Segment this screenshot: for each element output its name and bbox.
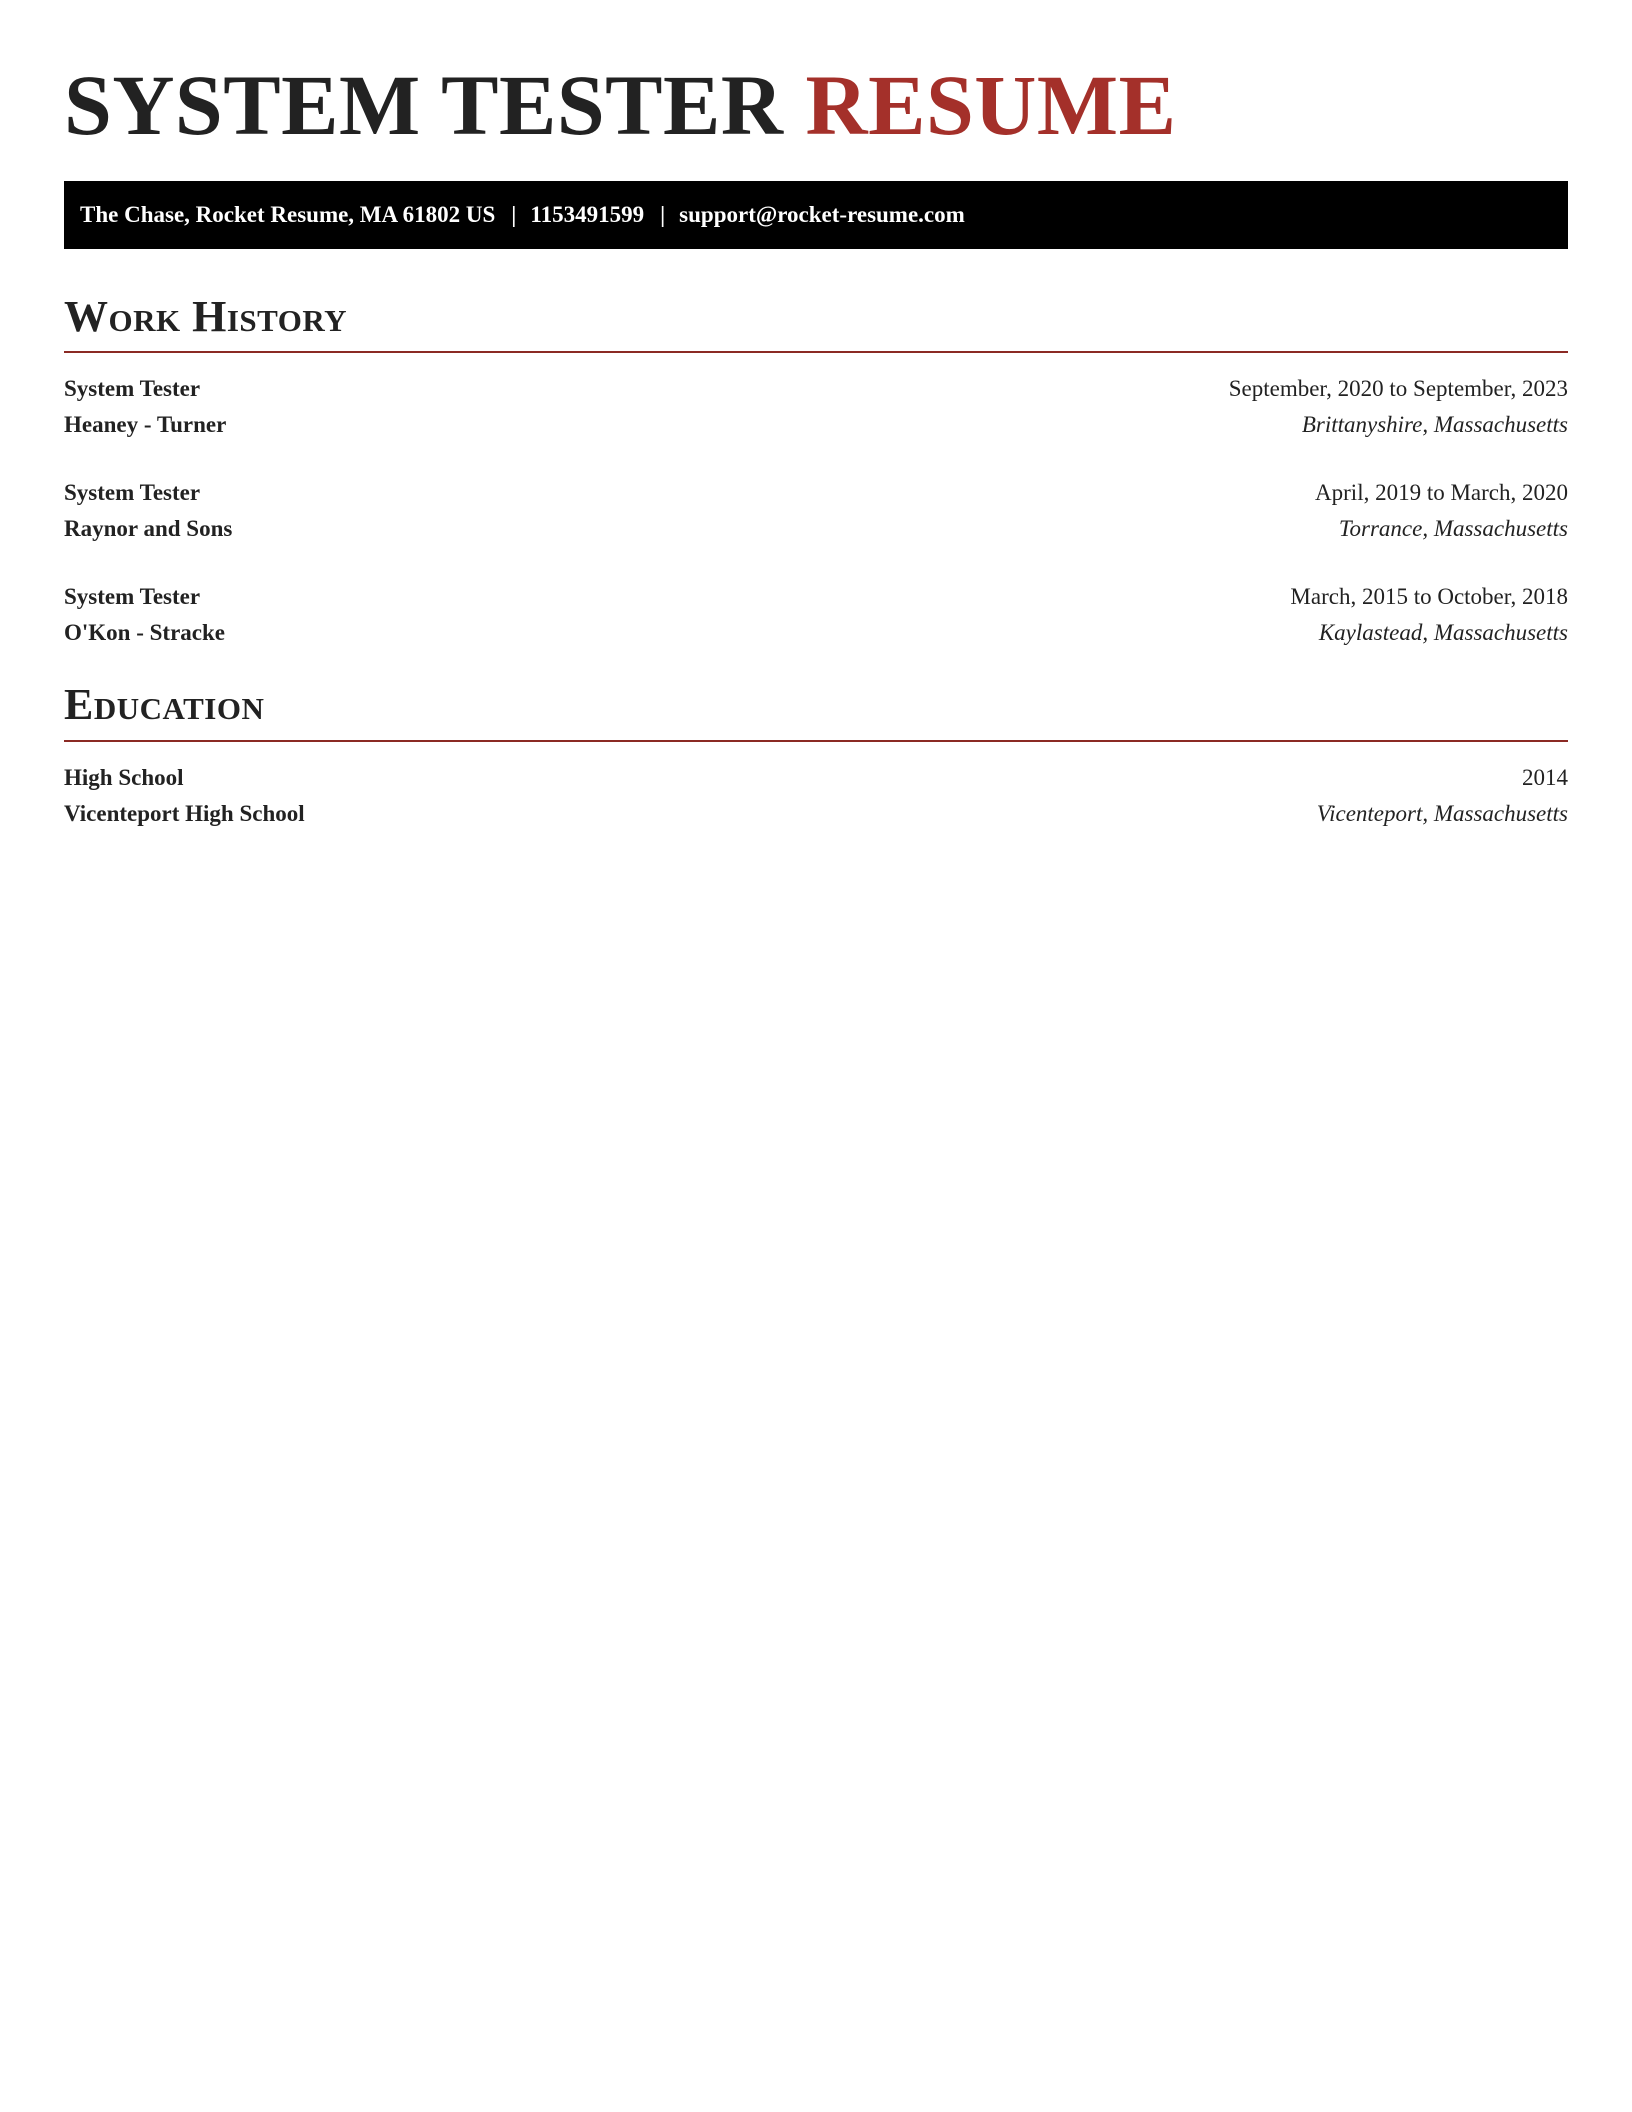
work-history-list (64, 371, 1568, 651)
work-entry (64, 475, 1568, 547)
contact-separator: | (660, 201, 666, 227)
work-role: System Tester (64, 584, 201, 610)
resume-title (64, 56, 1568, 155)
work-company: O'Kon - Stracke (64, 620, 225, 646)
education-year: 2014 (1522, 764, 1568, 790)
education-heading: Education (64, 681, 1568, 741)
education-degree: High School (64, 764, 184, 790)
work-role: System Tester (64, 480, 201, 506)
work-entry (64, 371, 1568, 443)
title-accent: RESUME (805, 57, 1177, 153)
work-location: Torrance, Massachusetts (1338, 516, 1568, 542)
work-role: System Tester (64, 376, 201, 402)
contact-address: The Chase, Rocket Resume, MA 61802 US (80, 201, 496, 227)
contact-bar (64, 181, 1568, 249)
work-company: Raynor and Sons (64, 516, 233, 542)
work-entry (64, 579, 1568, 651)
education-school: Vicenteport High School (64, 800, 305, 826)
work-company: Heaney - Turner (64, 412, 227, 438)
education-entry (64, 760, 1568, 832)
work-history-heading: Work History (64, 293, 1568, 353)
work-location: Brittanyshire, Massachusetts (1301, 412, 1568, 438)
work-dates: September, 2020 to September, 2023 (1228, 376, 1568, 402)
education-list (64, 760, 1568, 832)
work-location: Kaylastead, Massachusetts (1318, 620, 1568, 646)
education-location: Vicenteport, Massachusetts (1316, 800, 1568, 826)
work-dates: March, 2015 to October, 2018 (1290, 584, 1568, 610)
contact-separator: | (511, 201, 517, 227)
title-main: SYSTEM TESTER (64, 57, 784, 153)
contact-email: support@rocket-resume.com (679, 201, 965, 227)
contact-phone: 1153491599 (530, 201, 645, 227)
work-dates: April, 2019 to March, 2020 (1315, 480, 1568, 506)
